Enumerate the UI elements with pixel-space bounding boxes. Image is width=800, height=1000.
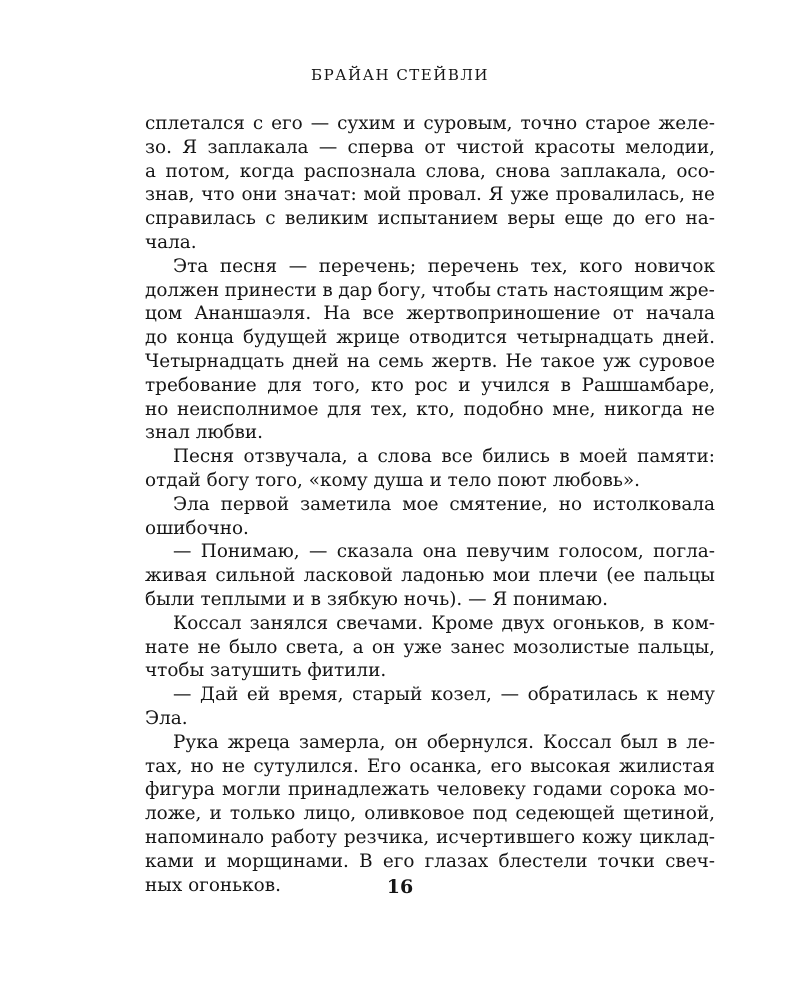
word: должен [145,279,220,301]
word: распознала [303,160,417,182]
word: они [241,184,278,206]
word: могли [221,779,281,801]
word: был [620,731,658,753]
word: в [560,374,571,396]
word: высокая [530,755,611,777]
word: ками [145,850,195,872]
text-line [145,564,715,588]
word: старый [352,684,423,706]
word: дар [338,279,373,301]
running-head: БРАЙАН СТЕЙВЛИ [311,66,489,84]
word: человеку [436,779,526,801]
word: новичок [634,255,715,277]
word: значат: [283,184,357,206]
word: слова [377,446,432,468]
word: от [612,303,634,325]
word: нему [666,684,715,706]
word: и [403,113,416,134]
text-line [145,802,715,826]
word: для [267,374,302,396]
text-line [145,778,715,802]
word: морщинами. [226,850,349,872]
word: сухим [337,113,396,134]
word: для [327,398,362,420]
word: уже [403,636,443,658]
word: жреца [227,731,290,753]
page-number: 16 [386,876,414,898]
word: Рашшамбаре, [581,374,715,396]
word: суровое [638,350,715,372]
text-line [145,136,715,160]
word: сильной [215,565,296,587]
word: под [472,803,508,825]
word: моей [579,446,628,468]
word: осо- [676,160,715,182]
word: уж [602,350,631,372]
word: зо. [145,136,172,158]
word: она [422,541,457,563]
word: кто, [416,398,455,420]
word: голосом, [558,541,644,563]
word: Коссал [542,731,612,753]
word: он [394,731,418,753]
word: будущей [243,327,328,349]
word: чистой [455,136,525,158]
text-line [145,374,715,398]
word: уже [510,184,549,206]
word: сорока [609,779,677,801]
word: заметила [300,493,392,515]
text-line [145,731,715,755]
word: веры [507,208,555,230]
word: подобно [463,398,544,420]
text-line: ошибочно. [145,517,249,539]
word: знав, [145,184,195,206]
word: перечень [427,255,519,277]
text-line: знал любви. [145,422,264,444]
word: никогда [604,398,684,420]
text-line: ных огоньков. [145,874,281,896]
word: На [323,303,351,325]
word: осанка, [409,755,483,777]
word: когда [239,160,295,182]
text-line [145,183,715,207]
word: принадлежать [287,779,430,801]
text-line [145,850,715,874]
word: справилась [145,208,256,230]
word: но [145,398,169,420]
word: время, [278,684,344,706]
text-line [145,207,715,231]
word: в [653,612,664,634]
word: было [229,636,278,658]
text-line [145,302,715,326]
word: годами [532,779,603,801]
text-line [145,326,715,350]
word: богу, [377,279,427,301]
word: слова, [425,160,486,182]
word: козел, [430,684,492,706]
word: на- [685,208,715,230]
word: Понимаю, [200,541,300,563]
text-line [145,612,715,636]
word: глазах [424,850,489,872]
word: его [271,113,303,134]
word: мо- [683,779,715,801]
word: великим [285,208,369,230]
text-line [145,826,715,850]
word: напоминало [145,826,265,848]
word: песня [219,255,278,277]
word: жертв. [431,350,498,372]
word: Эла [173,493,210,515]
word: резчика, [343,826,430,848]
word: седеющей [515,803,615,825]
text-line [145,398,715,422]
word: его [490,755,523,777]
word: живая [145,565,208,587]
word: он [371,636,396,658]
text-line [145,445,715,469]
word: пальцы, [637,636,715,658]
word: Ананшаэля. [194,303,312,325]
word: цом [145,303,183,325]
word: жрице [336,327,400,349]
word: в [666,731,678,753]
word: исчертившего [436,826,576,848]
word: в [322,279,333,301]
word: Четырнадцать [145,350,285,372]
word: огоньков, [552,612,646,634]
word: света, [285,636,345,658]
word: Песня [173,446,235,468]
word: свечами. [336,612,424,634]
word: ком- [671,612,715,634]
word: все [441,446,473,468]
word: и [209,803,222,825]
word: — [500,684,519,706]
word: а [352,636,364,658]
body-text [145,112,715,897]
word: ласковой [303,565,393,587]
word: стать [496,279,549,301]
word: дней. [662,327,715,349]
text-line [145,255,715,279]
word: щетиной, [623,803,715,825]
word: его [644,208,677,230]
text-line: Эла. [145,707,188,729]
word: певучим [466,541,550,563]
word: ложе, [145,803,202,825]
word: тех, [530,255,568,277]
word: дней [292,350,339,372]
word: и [458,374,471,396]
word: и [204,850,217,872]
word: снова [495,160,551,182]
word: сплетался [145,113,245,134]
word: блестели [498,850,588,872]
word: до [612,208,636,230]
word: Кроме [431,612,494,634]
text-line [145,493,715,517]
text-line [145,350,715,374]
word: желе- [658,113,715,134]
word: кого [579,255,623,277]
word: чтобы [431,279,491,301]
word: тах, [145,755,183,777]
word: до [145,327,168,349]
text-line: чтобы затушить фитили. [145,660,387,682]
word: требование [145,374,257,396]
word: (ее [606,565,636,587]
word: семь [378,350,424,372]
word: к [646,684,659,706]
text-line [145,160,715,184]
word: что [201,184,235,206]
word: мозолистые [513,636,630,658]
text-line [145,540,715,564]
word: Рука [173,731,219,753]
word: жертвоприношение [406,303,601,325]
word: четырнадцать [516,327,654,349]
word: мои [492,565,531,587]
word: ле- [686,731,715,753]
word: неисполнимое [176,398,319,420]
word: смятение, [449,493,548,515]
word: от [424,136,446,158]
word: не [691,398,715,420]
word: занялся [249,612,329,634]
word: его [382,850,415,872]
word: старое [585,113,651,134]
word: начала [645,303,715,325]
word: нате [145,636,190,658]
word: Эта [173,255,209,277]
word: настоящим [553,279,664,301]
word: первой [220,493,290,515]
word: на [346,350,371,372]
word: заплакала, [559,160,667,182]
word: учился [481,374,550,396]
word: занес [450,636,505,658]
word: фигура [145,779,215,801]
word: красоты [534,136,615,158]
word: пальцы [643,565,715,587]
text-line [145,112,715,136]
word: оливковое [364,803,465,825]
word: а [145,160,156,182]
word: В [359,850,373,872]
text-line [145,279,715,303]
word: лицо, [303,803,357,825]
word: мне, [552,398,596,420]
word: Я [488,184,504,206]
word: все [362,303,395,325]
word: истолковала [592,493,715,515]
word: а [357,446,369,468]
word: не [691,184,715,206]
word: двух [501,612,545,634]
word: рос [414,374,448,396]
text-line [145,755,715,779]
word: бились [482,446,550,468]
word: ей [246,684,271,706]
word: сказала [336,541,414,563]
word: мой [363,184,402,206]
word: свеч- [665,850,715,872]
word: кожу [581,826,633,848]
text-line: были теплыми и в зябкую ночь). — Я понимаю. [145,588,608,610]
word: с [252,113,264,134]
word: Коссал [173,612,242,634]
word: циклад- [639,826,715,848]
word: сперва [347,136,415,158]
word: — [310,113,330,134]
word: мое [402,493,439,515]
word: памяти: [637,446,715,468]
word: плечи [538,565,598,587]
word: того, [312,374,361,396]
word: жре- [669,279,715,301]
word: Я [182,136,198,158]
word: суровым, [423,113,513,134]
word: испытанием [377,208,498,230]
word: — [173,541,192,563]
word: мелодии, [625,136,715,158]
word: Не [505,350,533,372]
word: еще [564,208,604,230]
word: не [222,755,246,777]
word: заплакала [207,136,309,158]
word: Его [367,755,402,777]
word: сутулился. [253,755,359,777]
text-line [145,636,715,660]
word: кто [371,374,404,396]
word: но [190,755,214,777]
word: но [558,493,583,515]
text-line: чала. [145,231,197,253]
word: провал. [407,184,482,206]
word: с [265,208,276,230]
word: обратилась [527,684,638,706]
word: жилистая [618,755,715,777]
word: точки [597,850,655,872]
word: — [173,684,192,706]
word: — [318,136,338,158]
word: конца [176,327,235,349]
word: тех, [370,398,408,420]
word: точно [520,113,578,134]
text-line [145,683,715,707]
word: такое [540,350,595,372]
word: перечень; [318,255,417,277]
word: погла- [653,541,715,563]
word: только [229,803,296,825]
word: Дай [200,684,239,706]
word: обернулся. [426,731,535,753]
word: отзвучала, [243,446,348,468]
word: потом, [165,160,231,182]
word: — [288,255,308,277]
word: замерла, [298,731,386,753]
word: ладонью [401,565,485,587]
word: провалилась, [555,184,685,206]
text-line: отдай богу того, «кому душа и тело поют любовь». [145,469,640,491]
word: в [559,446,570,468]
word: работу [271,826,337,848]
word: отводится [408,327,508,349]
word: не [197,636,221,658]
word: — [308,541,328,563]
word: принести [224,279,317,301]
